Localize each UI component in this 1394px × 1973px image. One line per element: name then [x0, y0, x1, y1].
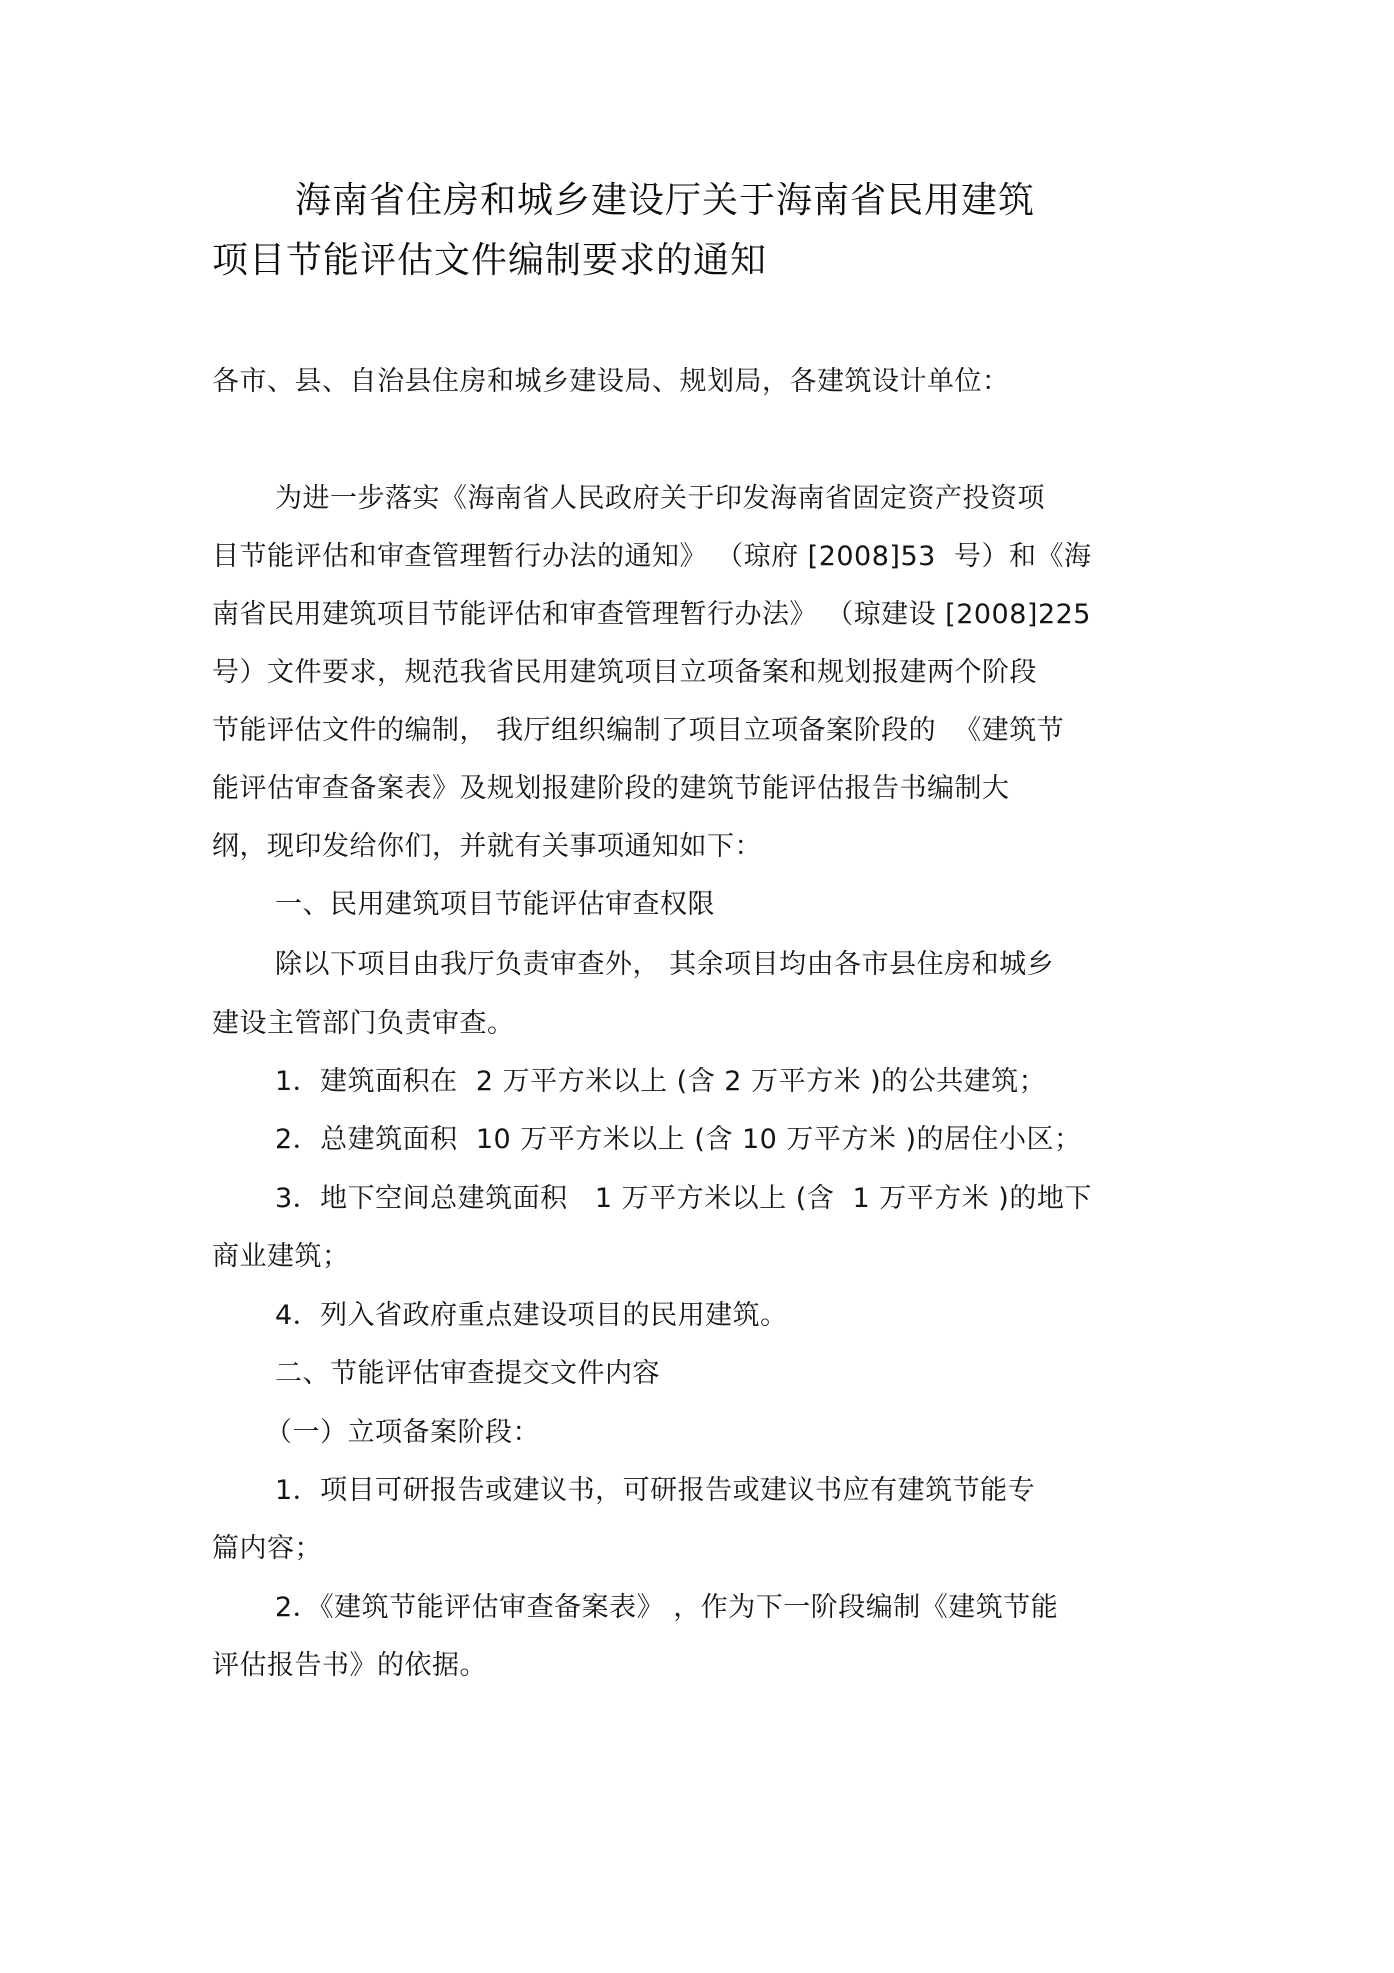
body-line: 商业建筑； — [212, 1241, 350, 1272]
body-line: 评估报告书》的依据。 — [212, 1650, 487, 1681]
body-line: 目节能评估和审查管理暂行办法的通知》 （琼府 [2008]53 号）和《海 — [212, 541, 1092, 572]
section-heading: 二、节能评估审查提交文件内容 — [275, 1358, 660, 1389]
document-title-line-1: 海南省住房和城乡建设厅关于海南省民用建筑 — [295, 180, 1036, 221]
body-line: 南省民用建筑项目节能评估和审查管理暂行办法》 （琼建设 [2008]225 — [212, 599, 1091, 630]
list-item: 1．项目可研报告或建议书，可研报告或建议书应有建筑节能专 — [275, 1475, 1036, 1506]
list-item: 3．地下空间总建筑面积 1 万平方米以上 (含 1 万平方米 )的地下 — [275, 1183, 1092, 1214]
subsection-heading: （一）立项备案阶段： — [265, 1417, 540, 1448]
list-item: 4．列入省政府重点建设项目的民用建筑。 — [275, 1300, 788, 1331]
salutation: 各市、县、自治县住房和城乡建设局、规划局，各建筑设计单位： — [212, 366, 1010, 397]
body-line: 节能评估文件的编制， 我厅组织编制了项目立项备案阶段的 《建筑节 — [212, 715, 1065, 746]
body-line: 纲，现印发给你们，并就有关事项通知如下： — [212, 831, 762, 862]
section-heading: 一、民用建筑项目节能评估审查权限 — [275, 889, 715, 920]
list-item: 1．建筑面积在 2 万平方米以上 (含 2 万平方米 )的公共建筑； — [275, 1066, 1047, 1097]
body-line: 除以下项目由我厅负责审查外， 其余项目均由各市县住房和城乡 — [275, 949, 1055, 980]
body-line: 为进一步落实《海南省人民政府关于印发海南省固定资产投资项 — [275, 483, 1045, 514]
body-line: 建设主管部门负责审查。 — [212, 1008, 515, 1039]
body-line: 能评估审查备案表》及规划报建阶段的建筑节能评估报告书编制大 — [212, 773, 1010, 804]
document-title-line-2: 项目节能评估文件编制要求的通知 — [212, 240, 768, 281]
list-item: 2．《建筑节能评估审查备案表》 ，作为下一阶段编制《建筑节能 — [275, 1592, 1059, 1623]
body-line: 号）文件要求，规范我省民用建筑项目立项备案和规划报建两个阶段 — [212, 657, 1037, 688]
list-item: 2．总建筑面积 10 万平方米以上 (含 10 万平方米 )的居住小区； — [275, 1124, 1082, 1155]
body-line: 篇内容； — [212, 1533, 322, 1564]
